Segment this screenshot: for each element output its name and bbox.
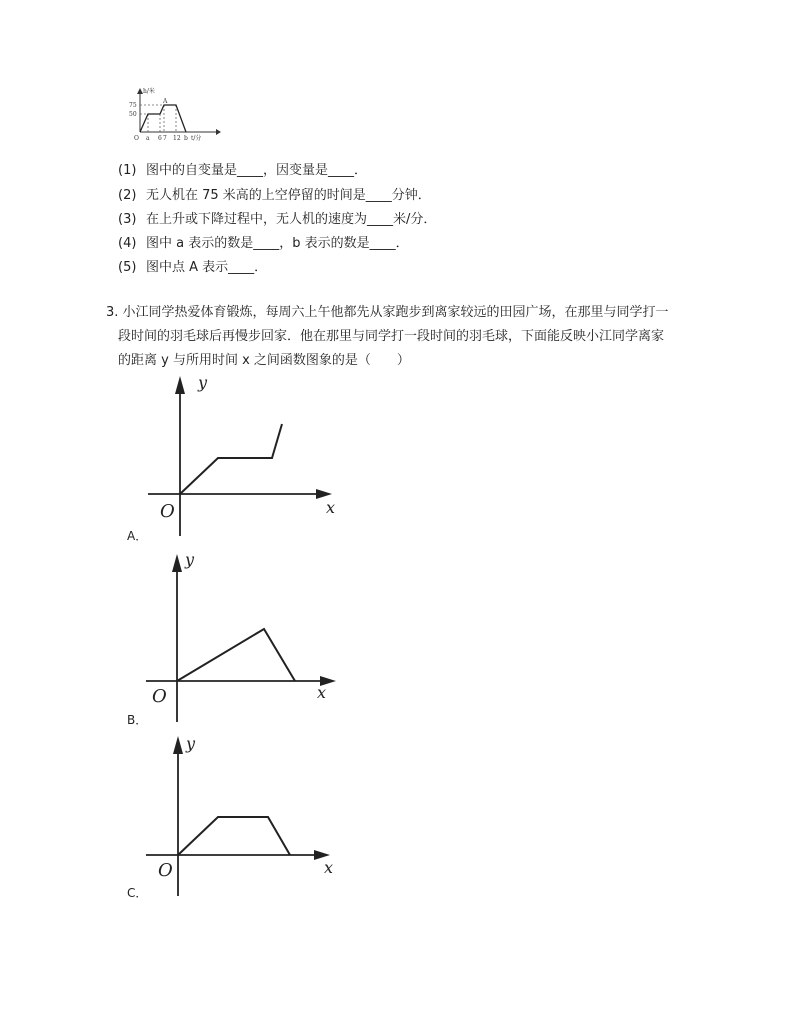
option-b-label[interactable]: B． bbox=[127, 713, 148, 727]
x-tick-origin: O bbox=[134, 135, 139, 142]
sub-question-number: (3) bbox=[118, 212, 137, 227]
origin-label: O bbox=[160, 501, 175, 522]
sub-question-4 bbox=[118, 235, 409, 253]
sub-question-text: 无人机在 75 米高的上空停留的时间是____分钟． bbox=[146, 188, 431, 203]
sub-question-number: (5) bbox=[118, 260, 137, 275]
sub-question-text: 图中的自变量是____，因变量是____． bbox=[146, 163, 368, 178]
sub-question-5 bbox=[118, 259, 267, 277]
sub-question-3 bbox=[118, 211, 436, 229]
question-line-2: 段时间的羽毛球后再慢步回家．他在那里与同学打一段时间的羽毛球，下面能反映小江同学离家 bbox=[118, 329, 665, 344]
x-tick-12: 12 bbox=[173, 135, 181, 142]
y-axis-arrow bbox=[172, 554, 182, 572]
sub-question-number: (1) bbox=[118, 163, 137, 178]
y-tick-75: 75 bbox=[129, 102, 137, 109]
sub-question-number: (4) bbox=[118, 236, 137, 251]
y-axis-arrow bbox=[175, 376, 185, 394]
height-polyline bbox=[140, 105, 186, 132]
y-tick-50: 50 bbox=[129, 111, 137, 118]
drone-height-graph bbox=[126, 86, 222, 144]
sub-question-2 bbox=[118, 187, 431, 205]
option-a-graph bbox=[140, 372, 350, 540]
x-axis-arrow bbox=[216, 129, 221, 135]
x-tick-6: 6 bbox=[158, 135, 162, 142]
question-line-3: 的距离 y 与所用时间 x 之间函数图象的是（ ） bbox=[118, 353, 410, 368]
option-a-line bbox=[180, 424, 282, 494]
sub-question-text: 在上升或下降过程中，无人机的速度为____米/分． bbox=[146, 212, 437, 227]
origin-label: O bbox=[152, 686, 167, 707]
point-a-label: A bbox=[163, 98, 168, 105]
origin-label: O bbox=[158, 860, 173, 881]
x-axis-label: t/分 bbox=[191, 135, 202, 142]
y-axis-label: y bbox=[185, 550, 195, 569]
question-3 bbox=[106, 301, 726, 373]
sub-question-text: 图中点 A 表示____． bbox=[146, 260, 268, 275]
question-number: 3. bbox=[106, 305, 119, 320]
option-b-line bbox=[177, 629, 295, 681]
x-tick-a: a bbox=[146, 135, 150, 142]
option-a-label[interactable]: A． bbox=[127, 529, 148, 543]
question-line-1: 小江同学热爱体育锻炼，每周六上午他都先从家跑步到离家较远的田园广场，在那里与同学打一 bbox=[122, 305, 669, 320]
x-tick-7: 7 bbox=[163, 135, 167, 142]
y-axis-arrow bbox=[173, 736, 183, 754]
option-c-graph bbox=[140, 730, 350, 900]
x-axis-label: x bbox=[324, 858, 334, 877]
y-axis-label: y bbox=[198, 373, 208, 392]
x-axis-label: x bbox=[326, 498, 336, 517]
x-axis-label: x bbox=[317, 683, 327, 702]
y-axis-label: h/米 bbox=[143, 88, 155, 95]
x-tick-b: b bbox=[184, 135, 188, 142]
option-c-line bbox=[178, 817, 290, 855]
sub-question-text: 图中 a 表示的数是____，b 表示的数是____． bbox=[146, 236, 409, 251]
sub-question-1 bbox=[118, 162, 367, 180]
y-axis-label: y bbox=[186, 734, 196, 753]
option-c-label[interactable]: C． bbox=[127, 886, 148, 900]
sub-question-number: (2) bbox=[118, 188, 137, 203]
option-b-graph bbox=[140, 548, 350, 724]
